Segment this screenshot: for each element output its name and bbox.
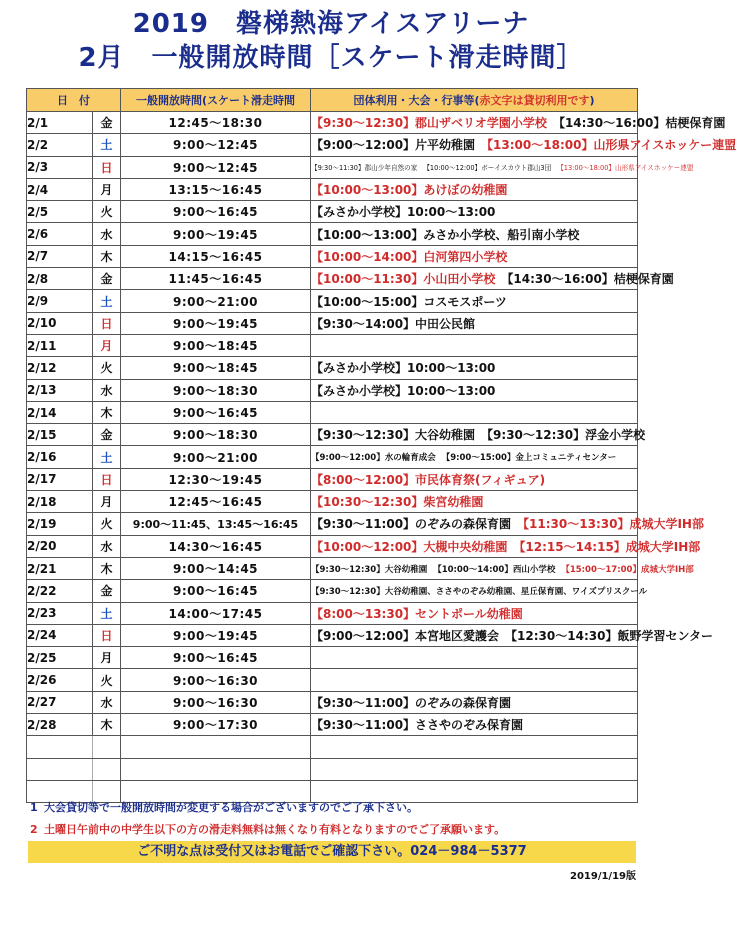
table-row	[27, 446, 638, 468]
row-date: 2/2	[27, 134, 93, 156]
row-events	[311, 357, 638, 379]
row-open-hours: 9:00～16:45	[121, 647, 311, 669]
note-1	[30, 799, 418, 815]
row-weekday: 火	[93, 669, 121, 691]
note-number: 2	[30, 823, 38, 836]
event-group-use: 【10:00～15:00】コスモスポーツ	[311, 294, 507, 309]
event-reserved: 【10:30～12:30】柴宮幼稚園	[311, 495, 484, 510]
page-title: 2019 磐梯熱海アイスアリーナ	[132, 9, 530, 39]
row-weekday: 月	[93, 491, 121, 513]
row-events	[311, 401, 638, 423]
row-open-hours: 9:00～19:45	[121, 624, 311, 646]
row-open-hours: 14:00～17:45	[121, 602, 311, 624]
event-reserved: 【8:00～12:00】市民体育祭(フィギュア)	[311, 472, 546, 487]
event-reserved: 【15:00～17:00】成城大学IH部	[561, 564, 694, 575]
row-weekday: 金	[93, 580, 121, 602]
event-group-use: 【みさか小学校】10:00～13:00	[311, 361, 496, 376]
row-open-hours: 9:00～18:45	[121, 357, 311, 379]
table-row	[27, 312, 638, 334]
row-events	[311, 245, 638, 267]
row-weekday: 水	[93, 223, 121, 245]
table-row	[27, 334, 638, 356]
table-row	[27, 379, 638, 401]
table-row	[27, 290, 638, 312]
row-open-hours: 9:00～16:30	[121, 669, 311, 691]
empty-cell	[27, 736, 93, 758]
table-row	[27, 112, 638, 134]
row-open-hours: 9:00～14:45	[121, 557, 311, 579]
row-date: 2/1	[27, 112, 93, 134]
note-2	[30, 821, 505, 837]
row-open-hours: 9:00～18:30	[121, 424, 311, 446]
row-open-hours: 9:00～21:00	[121, 446, 311, 468]
row-events	[311, 714, 638, 736]
table-row	[27, 513, 638, 535]
row-date: 2/19	[27, 513, 93, 535]
empty-cell	[27, 758, 93, 780]
row-date: 2/20	[27, 535, 93, 557]
event-group-use: 【9:00～12:00】片平幼稚園	[311, 138, 476, 153]
event-reserved: 【8:00～13:30】セントポール幼稚園	[311, 606, 523, 621]
event-group-use: 【9:30～11:30】郡山少年自然の家	[311, 164, 418, 173]
event-group-use: 【9:30～11:00】のぞみの森保育園	[311, 695, 512, 710]
row-weekday: 火	[93, 357, 121, 379]
header-events	[311, 89, 638, 112]
row-date: 2/17	[27, 468, 93, 490]
row-date: 2/7	[27, 245, 93, 267]
row-open-hours: 9:00～18:30	[121, 379, 311, 401]
row-weekday: 日	[93, 156, 121, 178]
event-group-use: 【10:00～12:00】ボーイスカウト郡山3団	[423, 164, 552, 173]
event-group-use: 【9:00～12:00】本宮地区愛護会	[311, 628, 500, 643]
row-weekday: 日	[93, 312, 121, 334]
row-open-hours: 12:45～18:30	[121, 112, 311, 134]
row-weekday: 土	[93, 290, 121, 312]
contact-banner: ご不明な点は受付又はお電話でご確認下さい。024－984－5377	[28, 841, 636, 863]
event-reserved: 【12:15～14:15】成城大学IH部	[513, 539, 701, 554]
row-open-hours: 9:00～21:00	[121, 290, 311, 312]
table-row	[27, 535, 638, 557]
row-open-hours: 9:00～16:45	[121, 580, 311, 602]
empty-cell	[121, 758, 311, 780]
row-events	[311, 647, 638, 669]
event-reserved: 【10:00～12:00】大槻中央幼稚園	[311, 539, 508, 554]
row-date: 2/5	[27, 201, 93, 223]
row-weekday: 日	[93, 624, 121, 646]
row-weekday: 火	[93, 201, 121, 223]
row-open-hours: 9:00～16:30	[121, 691, 311, 713]
table-row	[27, 245, 638, 267]
empty-cell	[93, 736, 121, 758]
table-row	[27, 491, 638, 513]
row-weekday: 水	[93, 535, 121, 557]
schedule-body	[27, 112, 737, 803]
row-open-hours: 13:15～16:45	[121, 178, 311, 200]
table-row	[27, 624, 638, 646]
table-row	[27, 134, 638, 156]
row-date: 2/4	[27, 178, 93, 200]
row-open-hours: 12:30～19:45	[121, 468, 311, 490]
header-events-prefix: 団体利用・大会・行事等(	[353, 94, 480, 107]
version-label: 2019/1/19版	[569, 871, 636, 882]
row-date: 2/27	[27, 691, 93, 713]
table-row	[27, 178, 638, 200]
event-reserved: 【9:30～12:30】郡山ザベリオ学園小学校	[311, 116, 547, 131]
row-date: 2/10	[27, 312, 93, 334]
empty-cell	[311, 758, 638, 780]
row-open-hours: 9:00～12:45	[121, 134, 311, 156]
row-weekday: 土	[93, 134, 121, 156]
row-events	[311, 268, 674, 290]
row-events	[311, 624, 713, 646]
row-weekday: 土	[93, 446, 121, 468]
event-group-use: 【9:30～11:00】のぞみの森保育園	[311, 517, 512, 532]
row-weekday: 月	[93, 334, 121, 356]
row-events	[311, 134, 737, 156]
row-open-hours: 9:00～11:45、13:45～16:45	[121, 513, 311, 535]
event-reserved: 【10:00～11:30】小山田小学校	[311, 272, 496, 287]
note-text: 大会貸切等で一般開放時間が変更する場合がございますのでご了承下さい。	[44, 801, 418, 814]
event-reserved: 【11:30～13:30】成城大学IH部	[517, 517, 704, 532]
header-date: 日 付	[27, 89, 121, 112]
row-date: 2/8	[27, 268, 93, 290]
table-row	[27, 580, 638, 602]
row-open-hours: 14:15～16:45	[121, 245, 311, 267]
row-weekday: 日	[93, 468, 121, 490]
row-weekday: 木	[93, 714, 121, 736]
empty-cell	[121, 736, 311, 758]
row-events	[311, 669, 638, 691]
row-weekday: 金	[93, 112, 121, 134]
table-row	[27, 223, 638, 245]
row-events	[311, 602, 638, 624]
table-row	[27, 602, 638, 624]
table-row	[27, 557, 638, 579]
row-date: 2/22	[27, 580, 93, 602]
schedule-table	[26, 88, 737, 803]
header-events-suffix: )	[589, 94, 595, 107]
row-open-hours: 9:00～19:45	[121, 312, 311, 334]
row-events	[311, 201, 638, 223]
table-row	[27, 201, 638, 223]
event-group-use: 【10:00～14:00】西山小学校	[433, 564, 556, 575]
row-date: 2/21	[27, 557, 93, 579]
row-date: 2/13	[27, 379, 93, 401]
empty-cell	[311, 736, 638, 758]
row-events	[311, 468, 638, 490]
event-group-use: 【9:30～12:30】大谷幼稚園	[311, 564, 428, 575]
event-group-use: 【9:00～12:00】水の輪育成会	[311, 453, 436, 464]
row-open-hours: 9:00～16:45	[121, 201, 311, 223]
event-group-use: 【9:30～12:30】浮金小学校	[481, 428, 646, 443]
page-subtitle: 2月 一般開放時間［スケート滑走時間］	[78, 43, 584, 73]
row-events	[311, 424, 646, 446]
row-date: 2/6	[27, 223, 93, 245]
row-weekday: 金	[93, 424, 121, 446]
event-group-use: 【12:30～14:30】飯野学習センター	[505, 628, 713, 643]
row-date: 2/14	[27, 401, 93, 423]
row-weekday: 水	[93, 691, 121, 713]
table-header-row	[27, 89, 638, 112]
row-date: 2/26	[27, 669, 93, 691]
row-events	[311, 446, 638, 468]
row-events	[311, 557, 694, 579]
table-row	[27, 401, 638, 423]
row-events	[311, 312, 638, 334]
event-group-use: 【10:00～13:00】みさか小学校、船引南小学校	[311, 227, 580, 242]
row-events	[311, 156, 694, 178]
event-group-use: 【9:30～11:00】ささやのぞみ保育園	[311, 718, 524, 733]
row-weekday: 水	[93, 379, 121, 401]
header-hours: 一般開放時間(スケート滑走時間	[121, 89, 311, 112]
table-row-empty	[27, 736, 638, 758]
event-group-use: 【9:30～12:30】大谷幼稚園、ささやのぞみ幼稚園、星丘保育園、ワイズプリスクール	[311, 586, 648, 597]
table-row	[27, 268, 638, 290]
row-events	[311, 178, 638, 200]
event-reserved: 【10:00～14:00】白河第四小学校	[311, 249, 508, 264]
row-weekday: 木	[93, 557, 121, 579]
row-date: 2/3	[27, 156, 93, 178]
row-open-hours: 9:00～17:30	[121, 714, 311, 736]
row-events	[311, 334, 638, 356]
table-row	[27, 647, 638, 669]
row-weekday: 月	[93, 178, 121, 200]
event-group-use: 【みさか小学校】10:00～13:00	[311, 383, 496, 398]
row-date: 2/23	[27, 602, 93, 624]
table-row	[27, 156, 638, 178]
row-events	[311, 513, 704, 535]
row-weekday: 木	[93, 245, 121, 267]
row-open-hours: 12:45～16:45	[121, 491, 311, 513]
table-row	[27, 424, 638, 446]
row-events	[311, 112, 726, 134]
row-open-hours: 9:00～18:45	[121, 334, 311, 356]
event-reserved: 【13:00～18:00】山形県アイスホッケー連盟	[557, 164, 694, 173]
row-weekday: 金	[93, 268, 121, 290]
row-events	[311, 580, 648, 602]
table-row	[27, 468, 638, 490]
note-number: 1	[30, 801, 38, 814]
row-date: 2/9	[27, 290, 93, 312]
row-open-hours: 9:00～12:45	[121, 156, 311, 178]
row-events	[311, 691, 638, 713]
row-open-hours: 11:45～16:45	[121, 268, 311, 290]
row-events	[311, 491, 638, 513]
row-date: 2/12	[27, 357, 93, 379]
event-group-use: 【9:30～12:30】大谷幼稚園	[311, 428, 476, 443]
event-reserved: 【10:00～13:00】あけぼの幼稚園	[311, 183, 508, 198]
row-date: 2/18	[27, 491, 93, 513]
row-open-hours: 9:00～19:45	[121, 223, 311, 245]
event-group-use: 【14:30～16:00】桔梗保育園	[501, 272, 674, 287]
table-row	[27, 691, 638, 713]
row-date: 2/15	[27, 424, 93, 446]
event-group-use: 【14:30～16:00】桔梗保育園	[552, 116, 726, 131]
empty-cell	[93, 758, 121, 780]
row-date: 2/28	[27, 714, 93, 736]
row-date: 2/25	[27, 647, 93, 669]
row-date: 2/16	[27, 446, 93, 468]
table-row	[27, 357, 638, 379]
event-group-use: 【9:00～15:00】金上コミュニティセンター	[441, 453, 617, 464]
header-events-red: 赤文字は貸切利用です	[479, 94, 590, 107]
row-events	[311, 379, 638, 401]
row-events	[311, 223, 638, 245]
row-weekday: 木	[93, 401, 121, 423]
row-events	[311, 290, 638, 312]
table-row	[27, 669, 638, 691]
row-date: 2/24	[27, 624, 93, 646]
row-weekday: 月	[93, 647, 121, 669]
note-text: 土曜日午前中の中学生以下の方の滑走料無料は無くなり有料となりますのでご了承願います。	[44, 823, 506, 836]
row-events	[311, 535, 701, 557]
event-group-use: 【みさか小学校】10:00～13:00	[311, 205, 496, 220]
event-reserved: 【13:00～18:00】山形県アイスホッケー連盟	[481, 138, 737, 153]
row-date: 2/11	[27, 334, 93, 356]
event-group-use: 【9:30～14:00】中田公民館	[311, 316, 476, 331]
row-weekday: 火	[93, 513, 121, 535]
table-row	[27, 714, 638, 736]
table-row-empty	[27, 758, 638, 780]
row-open-hours: 9:00～16:45	[121, 401, 311, 423]
row-weekday: 土	[93, 602, 121, 624]
row-open-hours: 14:30～16:45	[121, 535, 311, 557]
